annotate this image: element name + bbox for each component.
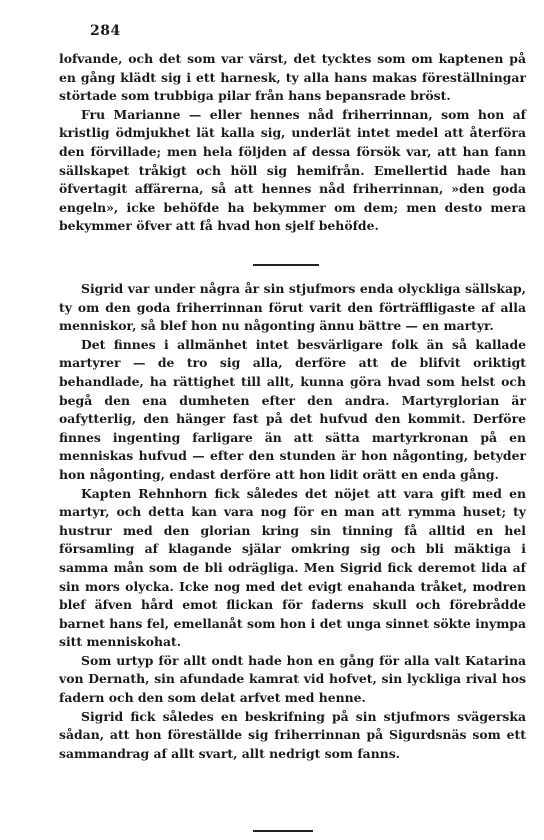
paragraph: Det finnes i allmänhet intet besvärligare folk än så kallade martyrer — de tro sig alla, derföre att de blifvit oriktigt behandlade, ha rättighet till allt, kunna göra hvad som helst och begå den ena dumheten efter den andra. Martyrglorian är oafytterlig, den hänger fast på det hufvud den kommit. Derföre finnes ingenting farligare än att sätta martyrkronan på en menniskas hufvud — efter den stunden är hon någonting, betyder hon någonting, endast derföre att hon lidit orätt en enda gång.: [59, 336, 526, 482]
text-section-2: [59, 280, 526, 763]
paragraph: Sigrid var under några år sin stjufmors enda olyckliga sällskap, ty om den goda friherrinnan förut varit den förträffligaste af alla menniskor, så blef hon nu någonting ännu bättre — en martyr.: [59, 281, 526, 334]
paragraph: Sigrid fick således en beskrifning på sin stjufmors svägerska sådan, att hon föreställde sig friherrinnan på Sigurdsnäs som ett sammandrag af allt svart, allt nedrigt som fanns.: [59, 708, 526, 761]
section-divider: [253, 830, 313, 832]
text-section-1: [59, 50, 526, 236]
paragraph: Fru Marianne — eller hennes nåd friherrinnan, som hon af kristlig ödmjukhet lät kalla sig, underlät intet medel att återföra den förvillade; men hela följden af dessa försök var, att han fann sällskapet tråkigt och höll sig hemifrån. Emellertid hade han öfvertagit affärerna, så att hennes nåd friherrinnan, »den goda engeln», icke behöfde ha bekymmer om dem; men desto mera bekymmer öfver att få hvad hon sjelf behöfde.: [59, 106, 526, 234]
paragraph: lofvande, och det som var värst, det tycktes som om kaptenen på en gång klädt sig i ett harnesk, ty alla hans makas föreställningar störtade som trubbiga pilar från hans bepansrade bröst.: [59, 51, 526, 104]
page-number: 284: [90, 23, 121, 39]
paragraph: Kapten Rehnhorn fick således det nöjet att vara gift med en martyr, och detta kan vara nog för en man att rymma huset; ty hustrur med den glorian kring sin tinning få alltid en hel församling af klagande själar omkring sig och bli mäktiga i samma mån som de bli odrägliga. Men Sigrid fick deremot lida af sin mors olycka. Icke nog med det evigt enahanda tråket, modren blef äfven hård emot flickan för faderns skull och förebrådde barnet hans fel, emellanåt som hon i det unga sinnet sökte inympa sitt menniskohat.: [59, 485, 526, 650]
paragraph: Som urtyp för allt ondt hade hon en gång för alla valt Katarina von Dernath, sin afundade kamrat vid hofvet, sin lyckliga rival hos fadern och den som delat arfvet med henne.: [59, 652, 526, 706]
section-divider: [253, 264, 319, 266]
